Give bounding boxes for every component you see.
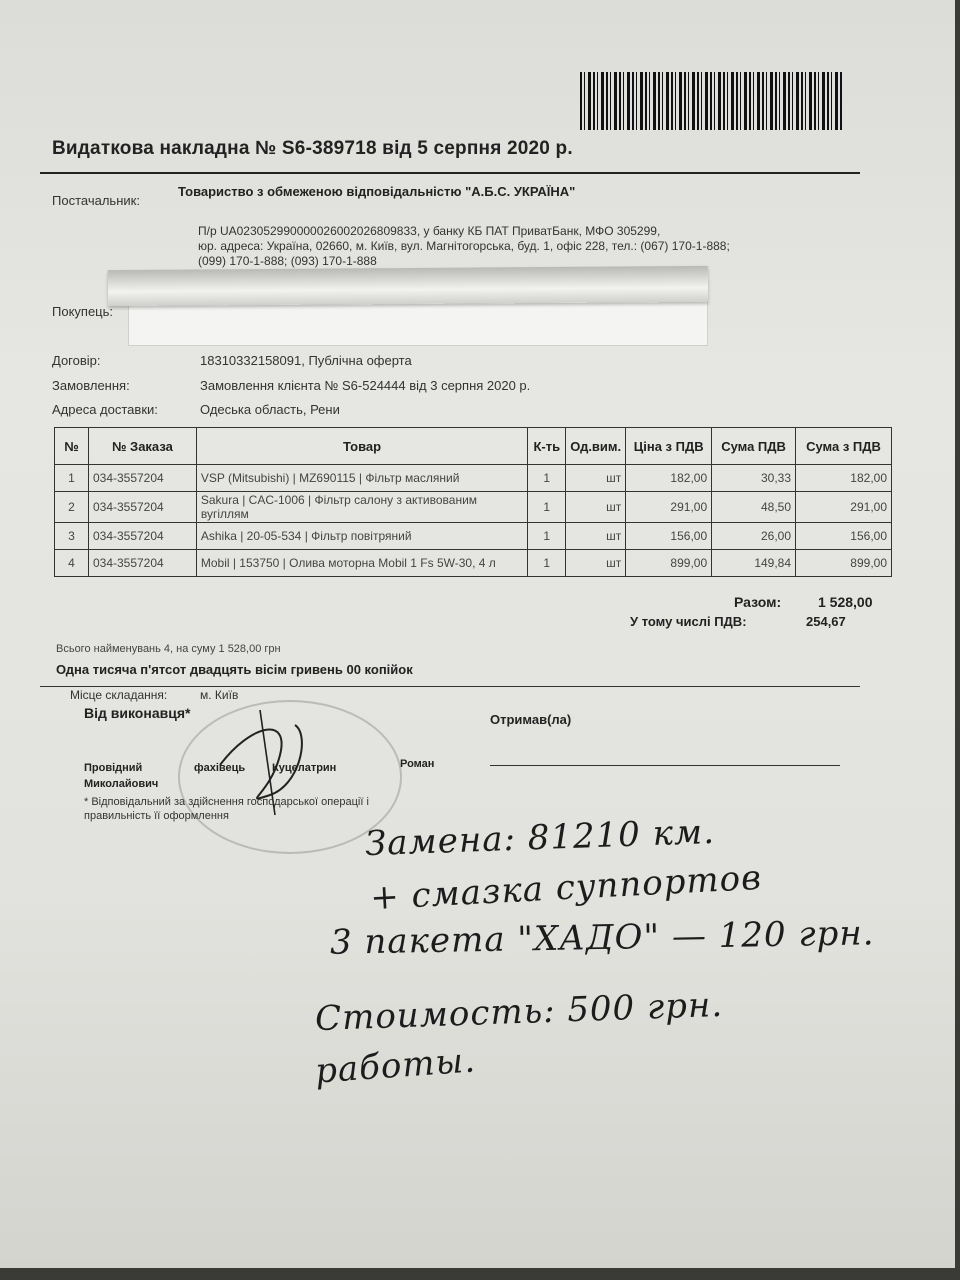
cell-order: 034-3557204 xyxy=(88,465,196,492)
col-header-price: Ціна з ПДВ xyxy=(626,428,712,465)
supplier-phones: (099) 170-1-888; (093) 170-1-888 xyxy=(198,254,377,268)
place-value: м. Київ xyxy=(200,688,239,702)
cell-price: 899,00 xyxy=(626,550,712,577)
vat-value: 254,67 xyxy=(806,614,846,629)
cell-unit: шт xyxy=(566,523,626,550)
contract-value: 18310332158091, Публічна оферта xyxy=(200,353,412,368)
cell-num: 4 xyxy=(55,550,89,577)
buyer-redaction xyxy=(128,300,708,346)
title-underline xyxy=(40,172,860,174)
supplier-label: Постачальник: xyxy=(52,193,140,208)
table-row xyxy=(55,465,892,492)
supplier-account: П/р UA023052990000026002026809833, у банку КБ ПАТ ПриватБанк, МФО 305299, xyxy=(198,224,661,238)
cell-qty: 1 xyxy=(528,492,566,523)
table-row xyxy=(55,550,892,577)
cell-price: 182,00 xyxy=(626,465,712,492)
cell-unit: шт xyxy=(566,465,626,492)
cell-total: 156,00 xyxy=(796,523,892,550)
cell-order: 034-3557204 xyxy=(88,523,196,550)
buyer-label: Покупець: xyxy=(52,304,114,319)
table-row xyxy=(55,523,892,550)
cell-vat: 26,00 xyxy=(712,523,796,550)
cell-qty: 1 xyxy=(528,465,566,492)
divider-line xyxy=(40,686,860,687)
vat-label: У тому числі ПДВ: xyxy=(630,614,747,629)
cell-qty: 1 xyxy=(528,550,566,577)
cell-product: Mobil | 153750 | Олива моторна Mobil 1 Fs 5W-30, 4 л xyxy=(196,550,527,577)
cell-order: 034-3557204 xyxy=(88,492,196,523)
responsibility-note: * Відповідальний за здійснення господарської операції і правильність її оформлення xyxy=(84,796,369,822)
contract-label: Договір: xyxy=(52,353,101,368)
document-title: Видаткова накладна № S6-389718 від 5 серпня 2020 р. xyxy=(52,138,573,159)
signer-first-name: Роман xyxy=(400,758,435,770)
cell-vat: 30,33 xyxy=(712,465,796,492)
items-count-line: Всього найменувань 4, на суму 1 528,00 грн xyxy=(56,643,281,655)
from-executor-label: Від виконавця* xyxy=(84,705,191,721)
col-header-total: Сума з ПДВ xyxy=(796,428,892,465)
col-header-qty: К-ть xyxy=(528,428,566,465)
col-header-num: № xyxy=(55,428,89,465)
supplier-details xyxy=(198,224,838,269)
supplier-address: юр. адреса: Україна, 02660, м. Київ, вул. Магнітогорська, буд. 1, офіс 228, тел.: (067) 170-1-888; xyxy=(198,239,730,253)
delivery-label: Адреса доставки: xyxy=(52,402,158,417)
handwritten-line-3: 3 пакета "ХАДО" — 120 грн. xyxy=(329,913,875,963)
items-table xyxy=(54,427,892,577)
col-header-unit: Од.вим. xyxy=(566,428,626,465)
cell-total: 291,00 xyxy=(796,492,892,523)
sum-label: Разом: xyxy=(734,594,782,610)
cell-price: 291,00 xyxy=(626,492,712,523)
place-label: Місце складання: xyxy=(70,688,168,702)
signer-position-2: фахівець xyxy=(194,762,246,774)
cell-unit: шт xyxy=(566,492,626,523)
cell-qty: 1 xyxy=(528,523,566,550)
delivery-value: Одеська область, Рени xyxy=(200,402,340,417)
cell-unit: шт xyxy=(566,550,626,577)
signer-patronymic: Миколайович xyxy=(84,778,159,790)
handwritten-line-4: Стоимость: 500 грн. xyxy=(314,984,724,1040)
order-label: Замовлення: xyxy=(52,378,130,393)
redaction-strip xyxy=(108,266,708,306)
handwritten-line-1: Замена: 81210 км. xyxy=(364,811,716,865)
cell-vat: 48,50 xyxy=(712,492,796,523)
cell-num: 3 xyxy=(55,523,89,550)
col-header-product: Товар xyxy=(196,428,527,465)
table-row xyxy=(55,492,892,523)
cell-price: 156,00 xyxy=(626,523,712,550)
col-header-vat: Сума ПДВ xyxy=(712,428,796,465)
sum-value: 1 528,00 xyxy=(818,594,873,610)
received-label: Отримав(ла) xyxy=(490,712,572,727)
cell-total: 899,00 xyxy=(796,550,892,577)
signer-last-name: Куцелатрин xyxy=(272,762,337,774)
order-value: Замовлення клієнта № S6-524444 від 3 серпня 2020 р. xyxy=(200,378,531,393)
cell-num: 1 xyxy=(55,465,89,492)
cell-product: Sakura | CAC-1006 | Фільтр салону з активованим вугіллям xyxy=(196,492,527,523)
supplier-name: Товариство з обмеженою відповідальністю "А.Б.С. УКРАЇНА" xyxy=(178,184,576,199)
cell-num: 2 xyxy=(55,492,89,523)
barcode xyxy=(580,72,842,130)
table-header-row xyxy=(55,428,892,465)
handwritten-line-5: работы. xyxy=(313,1040,478,1092)
col-header-order: № Заказа xyxy=(88,428,196,465)
cell-vat: 149,84 xyxy=(712,550,796,577)
cell-total: 182,00 xyxy=(796,465,892,492)
cell-product: VSP (Mitsubishi) | MZ690115 | Фільтр масляний xyxy=(196,465,527,492)
received-signature-line xyxy=(490,765,840,766)
signer-position: Провідний xyxy=(84,762,143,774)
handwritten-line-2: + смазка суппортов xyxy=(369,857,763,919)
cell-product: Ashika | 20-05-534 | Фільтр повітряний xyxy=(196,523,527,550)
cell-order: 034-3557204 xyxy=(88,550,196,577)
amount-in-words: Одна тисяча п'ятсот двадцять вісім гривень 00 копійок xyxy=(56,662,413,677)
